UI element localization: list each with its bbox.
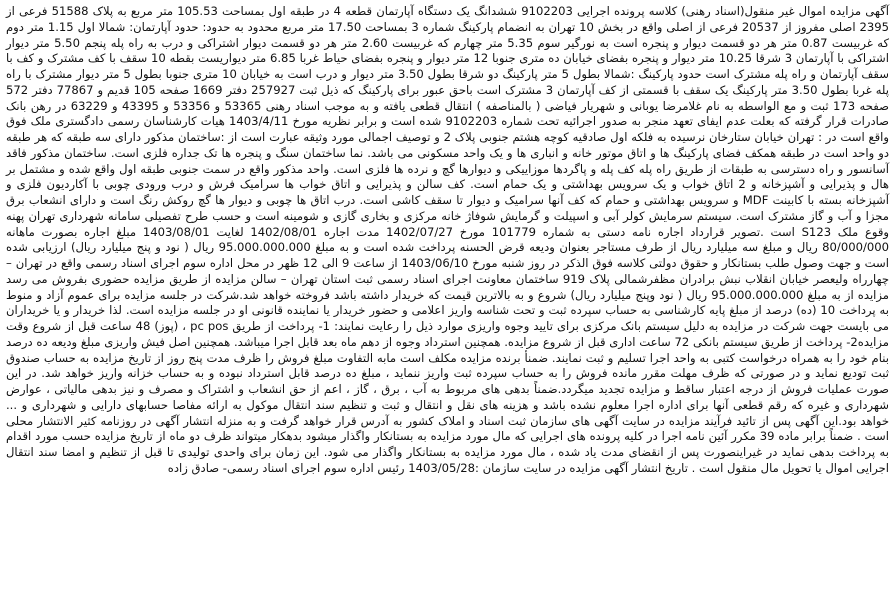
auction-notice-text: آگهی مزایده اموال غیر منقول(اسناد رهنی) کلاسه پرونده اجرایی 9102203 ششدانگ یک دستگاه آپارتمان قطعه 4 در طبقه اول بمساحت 105.53 متر مربع به پلاک 51588 فرعی از 2395 اصلی مفروز از 20537 فرعی از اصلی واقع در بخش 10 تهران به انضمام پارکینگ شماره 3 بمساحت 17.50 متر مربع محدود به حدود: حدود آپارتمان: شمالا اول 1.15 متر دوم که غربیست 0.87 متر هر دو قسمت دیوار و پنجره است به نورگیر سوم 5.35 متر چهارم که غربیست 2.60 متر هر دو قسمت دیوار اشتراکی و درب به راه پله پنجم 5.50 متر دیوار اشتراکی با آپارتمان 3 شرقا 10.25 متر دیوار و پنجره بفضای خیابان ده متری جنوبا 12 متر دیوار و پنجره بفضای حیاط غربا 6.85 متر دیواریست بقطه 10 سقف با کف مشترک و کف با سقف آپارتمان و راه پله مشترک است حدود پارکینگ :شمالا بطول 5 متر پارکینگ دو شرقا بطول 3.50 متر دیوار و درب است به خیابان 10 متری جنوبا بطول 5 متر دیوار مشترک با راه پله غربا بطول 3.50 متر پارکینگ یک سقف با قسمتی از کف آپارتمان 3 مشترک است باحق عبور برای پارکینگ که ذیل ثبت 257927 دفتر 1669 صفحه 105 قدیم و 77867 دفتر 572 صفحه 173 ثبت و مع الواسطه به نام غلامرضا یوبانی و شهریار فیاضی ( بالمناصفه ) انتقال قطعی یافته و به موجب اسناد رهنی 53365 و 53356 و 43395 و 63229 در رهن بانک صادرات قرار گرفته که بعلت عدم ایفای تعهد منجر به صدور اجرائیه تحت شماره 9102203 شده است و برابر نظریه مورخ 1403/4/11 هیات کارشناسان رسمی دادگستری ملک فوق واقع است در : تهران خیابان ستارخان نرسیده به فلکه اول صادقیه کوچه هشتم جنوبی پلاک 2 و توصیف اجمالی مورد وثیقه عبارت است از :ساختمان مذکور دارای سه طبقه که هر طبقه دو واحد است در طبقه همکف فضای پارکینگ ها و اتاق موتور خانه و انباری ها و یک واحد مسکونی می باشد. نما ساختمان سنگ و پنجره ها تک جداره فلزی است. ساختمان مذکور فاقد آسانسور و راه دسترسی به طبقات از طریق راه پله کف پله و پاگردها موزاییکی و دیوارها گچ و نرده ها فلزی است. واحد مذکور واقع در سمت جنوبی طبقه اول واقع شده و مشتمل بر هال و پذیرایی و آشپزخانه و 2 اتاق خواب و یک سرویس بهداشتی و یک حمام است. کف سالن و پذیرایی و اتاق خواب ها سرامیک فرش و درب ورودی چوبی با آکاردیون فلزی و آشپزخانه بسته با کابینت MDF و سرویس بهداشتی و حمام که کف آنها سرامیک و دیوار تا سقف کاشی است. درب اتاق ها چوبی و دیوار ها گچ روکش رنگ است و دارای انشعاب برق مجزا و آب و گاز مشترک است. سیستم سرمایش کولر آبی و اسپیلت و گرمایش شوفاژ خانه مرکزی و بخاری گازی و شومینه است و حسب طرح تفصیلی سامانه شهرداری تهران پهنه وقوع ملک S123 است .تصویر قرارداد اجاره نامه دستی به شماره 101779 مورخ 1402/07/27 مدت اجاره 1402/08/01 لغایت 1403/08/01 مبلغ اجاره بصورت ماهانه 80/000/000 ریال و مبلغ سه میلیارد ریال از طرف مستاجر بعنوان ودیعه قرض الحسنه پرداخت شده است و به مبلغ 95.000.000.000 ریال ( نود و پنج میلیارد ریال) ارزیابی شده است و جهت وصول طلب بستانکار و حقوق دولتی کلاسه فوق الذکر در روز شنبه مورخ 1403/06/10 از ساعت 9 الی 12 ظهر در محل اداره سوم اجرای اسناد رسمی واقع در تهران – چهارراه ولیعصر خیابان انقلاب نبش برادران مظفرشمالی پلاک 919 ساختمان معاونت اجرای اسناد رسمی ثبت استان تهران – سالن مزایده از طریق مزایده حضوری بفروش می رسد مزایده از به مبلغ 95.000.000.000 ریال ( نود وپنج میلیارد ریال) شروع و به بالاترین قیمت که خریدار داشته باشد فروخته خواهد شد.شرکت در جلسه مزایده برای عموم آزاد و منوط به پرداخت 10 (ده) درصد از مبلغ پایه کارشناسی به حساب سپرده ثبت و تحت شناسه واریز اعلامی و حضور خریدار یا نماینده قانونی او در جلسه مزایده است. لذا خریدار و یا خریداران می بایست جهت شرکت در مزایده به دلیل سیستم بانک مرکزی برای تایید وجوه واریزی موارد ذیل را رعایت نمایند: 1- پرداخت از طریق pc pos ، (پوز) 48 ساعت قبل از شروع وقت مزایده2- پرداخت از طریق سیستم بانکی 72 ساعت اداری قبل از شروع مزایده. همچنین استرداد وجوه از دهم ماه بعد قابل اجرا میباشد. همچنین اصل فیش واریزی مبلغ ودیعه ده درصد بنام خود را به همراه درخواست کتبی به واحد اجرا تسلیم و ثبت نمایند. ضمنأ برنده مزایده مکلف است مابه التفاوت مبلغ فروش را ظرف مدت پنج روز از تاریخ مزایده به حساب صندوق ثبت تودیع نماید و در صورتی که ظرف مهلت مقرر مانده فروش را به حساب سپرده ثبت واریز ننماید ، مبلغ ده درصد قابل استرداد نبوده و به حساب خزانه واریز خواهد شد. در این صورت عملیات فروش از درجه اعتبار ساقط و مزایده تجدید میگردد.ضمناً بدهی های مربوط به آب ، برق ، گاز ، اعم از حق انشعاب و اشتراک و مصرف و نیز بدهی مالیاتی ، عوارض شهرداری و غیره که رقم قطعی آنها برای اداره اجرا معلوم نشده باشد و هزینه های نقل و انتقال و ثبت و تنظیم سند انتقال موکول به ارائه مفاصا حسابهای دارایی و شهرداری و ... خواهد بود.این آگهی پس از تائید فرآیند مزایده در سایت آگهی های سازمان ثبت اسناد و املاک کشور به آدرس قرار خواهد گرفت و به منزله انتشار آگهی در روزنامه کثیر الانتشار محلی است . ضمناً برابر ماده 39 مکرر آئین نامه اجرا در کلیه پرونده های اجرایی که مال مورد مزایده به بستانکار واگذار میشود بدهکار میتواند ظرف دو ماه از تاریخ مزایده حسب مورد اقدام به پرداخت بدهی نماید در غیراینصورت پس از انقضای مدت یاد شده ، مال مورد مزایده به بستانکار واگذار می شود. این زمان برای واحدی تولیدی تا قبل از تنظیم و امضا سند انتقال اجرایی اموال یا تحویل مال منقول است . تاریخ انتشار آگهی مزایده در سایت سازمان :1403/05/28 رئیس اداره سوم اجرای اسناد رسمی- صادق زاده (6, 4, 890, 475)
